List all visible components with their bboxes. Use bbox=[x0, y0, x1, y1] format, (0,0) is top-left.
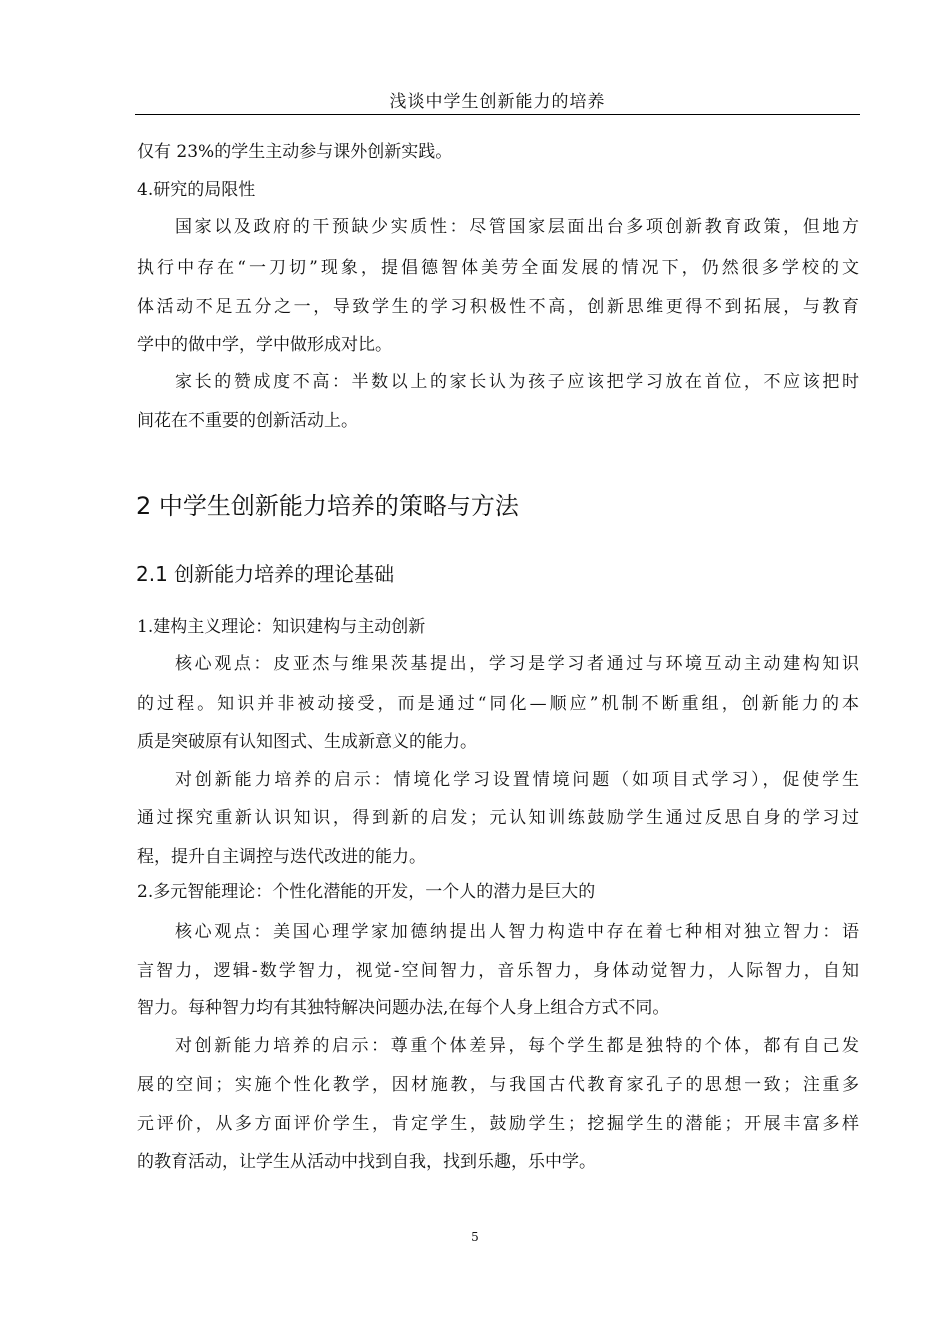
body-line: 仅有 23%的学生主动参与课外创新实践。 bbox=[137, 142, 453, 162]
paragraph-line: 间花在不重要的创新活动上。 bbox=[137, 411, 358, 431]
paragraph-line: 质是突破原有认知图式、生成新意义的能力。 bbox=[137, 732, 477, 752]
subsection-heading: 2.1 创新能力培养的理论基础 bbox=[136, 562, 395, 586]
paragraph-line: 程，提升自主调控与迭代改进的能力。 bbox=[137, 847, 426, 867]
list-heading: 4.研究的局限性 bbox=[137, 180, 256, 200]
list-heading: 2.多元智能理论：个性化潜能的开发，一个人的潜力是巨大的 bbox=[137, 882, 596, 902]
paragraph-line: 执行中存在“一刀切”现象，提倡德智体美劳全面发展的情况下，仍然很多学校的文 bbox=[137, 258, 859, 278]
paragraph-line: 展的空间；实施个性化教学，因材施教，与我国古代教育家孔子的思想一致；注重多 bbox=[137, 1075, 859, 1095]
list-heading: 1.建构主义理论：知识建构与主动创新 bbox=[137, 617, 426, 637]
paragraph-line: 智力。每种智力均有其独特解决问题办法,在每个人身上组合方式不同。 bbox=[137, 998, 670, 1018]
paragraph-line: 核心观点：美国心理学家加德纳提出人智力构造中存在着七种相对独立智力：语 bbox=[175, 922, 859, 942]
paragraph-line: 对创新能力培养的启示：情境化学习设置情境问题（如项目式学习），促使学生 bbox=[175, 770, 859, 790]
paragraph-line: 学中的做中学，学中做形成对比。 bbox=[137, 335, 392, 355]
paragraph-line: 体活动不足五分之一，导致学生的学习积极性不高，创新思维更得不到拓展，与教育 bbox=[137, 297, 859, 317]
paragraph-line: 言智力，逻辑-数学智力，视觉-空间智力，音乐智力，身体动觉智力，人际智力，自知 bbox=[137, 961, 859, 981]
paragraph-line: 国家以及政府的干预缺少实质性：尽管国家层面出台多项创新教育政策，但地方 bbox=[175, 217, 859, 237]
paragraph-line: 元评价，从多方面评价学生，肯定学生，鼓励学生；挖掘学生的潜能；开展丰富多样 bbox=[137, 1114, 859, 1134]
running-header: 浅谈中学生创新能力的培养 bbox=[389, 92, 606, 112]
paragraph-line: 家长的赞成度不高：半数以上的家长认为孩子应该把学习放在首位，不应该把时 bbox=[175, 372, 859, 392]
paragraph-line: 的教育活动，让学生从活动中找到自我，找到乐趣，乐中学。 bbox=[137, 1152, 596, 1172]
paragraph-line: 核心观点：皮亚杰与维果茨基提出，学习是学习者通过与环境互动主动建构知识 bbox=[175, 654, 859, 674]
paragraph-line: 通过探究重新认识知识，得到新的启发；元认知训练鼓励学生通过反思自身的学习过 bbox=[137, 808, 859, 828]
header-rule bbox=[135, 114, 860, 115]
section-heading: 2 中学生创新能力培养的策略与方法 bbox=[136, 492, 519, 520]
page-number: 5 bbox=[471, 1230, 479, 1244]
paragraph-line: 对创新能力培养的启示：尊重个体差异，每个学生都是独特的个体，都有自己发 bbox=[175, 1036, 859, 1056]
paragraph-line: 的过程。知识并非被动接受，而是通过“同化—顺应”机制不断重组，创新能力的本 bbox=[137, 694, 859, 714]
